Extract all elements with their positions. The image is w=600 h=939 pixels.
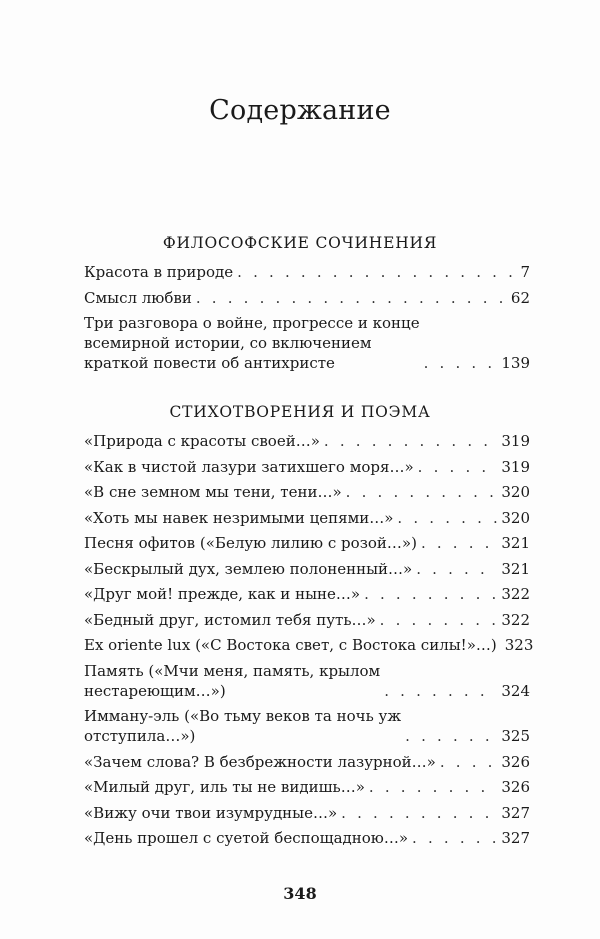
toc-entry-title [84, 752, 436, 772]
toc-entry-line: Три разговора о войне, прогрессе и конце [84, 314, 420, 332]
toc-entry-line: «Бескрылый дух, землею полоненный…» [84, 559, 413, 578]
toc-entry [84, 262, 530, 282]
dot-leader [412, 828, 497, 848]
toc-entry-title [84, 482, 342, 502]
toc-entry-page: 321 [501, 534, 530, 552]
dot-leader [237, 262, 516, 282]
page-number: 348 [283, 884, 317, 903]
toc-entry-page: 320 [501, 483, 530, 501]
toc-entry-line: нестареющим…») [84, 681, 226, 700]
toc-entry-line: «Хоть мы навек незримыми цепями…» [84, 508, 394, 527]
toc-entry [84, 706, 530, 746]
page-title: Содержание [209, 95, 391, 126]
toc-entry-title [84, 584, 360, 604]
dot-leader [369, 777, 497, 797]
dot-leader [341, 803, 497, 823]
toc-entry-page: 327 [501, 829, 530, 847]
dot-leader [380, 610, 498, 630]
toc-entry-title [84, 635, 497, 655]
dot-leader [405, 726, 497, 746]
dot-leader [416, 559, 497, 579]
toc-entry-page: 139 [501, 354, 530, 372]
dot-leader [421, 533, 497, 553]
toc-entry-line: краткой повести об антихристе [84, 354, 335, 372]
toc-entry [84, 661, 530, 701]
toc-entry-line: Песня офитов («Белую лилию с розой…») [84, 534, 417, 552]
toc-entry-page: 325 [501, 727, 530, 745]
toc-entry-title [84, 288, 192, 308]
toc-entry-title [84, 803, 337, 823]
toc-entry [84, 584, 530, 604]
toc-entry [84, 431, 530, 451]
toc-entry-page: 324 [501, 681, 530, 700]
dot-leader [397, 508, 497, 528]
toc-entry-page: 327 [501, 803, 530, 822]
toc-entry-page: 319 [501, 457, 530, 476]
toc-entry-page: 62 [510, 288, 530, 307]
toc-list-poems [84, 431, 534, 854]
dot-leader [364, 584, 497, 604]
dot-leader [346, 482, 498, 502]
dot-leader [196, 288, 507, 308]
toc-entry-title [84, 457, 414, 477]
section-heading-poems: СТИХОТВОРЕНИЯ И ПОЭМА [169, 403, 431, 421]
toc-entry-line: «Зачем слова? В безбрежности лазурной…» [84, 752, 436, 771]
toc-entry-line: Ex oriente lux («С Востока свет, с Востока силы!»…) [84, 636, 497, 654]
toc-entry-title [84, 610, 376, 630]
toc-entry-line: «Природа с красоты своей…» [84, 432, 320, 450]
toc-entry [84, 777, 530, 797]
dot-leader [418, 457, 498, 477]
toc-entry-line: Смысл любви [84, 288, 192, 307]
toc-entry-title [84, 262, 233, 282]
toc-entry [84, 313, 530, 373]
toc-entry-page: 322 [501, 610, 530, 629]
toc-entry-title [84, 313, 420, 373]
dot-leader [440, 752, 498, 772]
toc-entry-page: 320 [501, 508, 530, 527]
toc-entry-line: Имману-эль («Во тьму веков та ночь уж [84, 707, 402, 725]
toc-entry [84, 610, 530, 630]
toc-entry-title [84, 508, 393, 528]
section-heading-philosophy: ФИЛОСОФСКИЕ СОЧИНЕНИЯ [162, 234, 438, 252]
toc-entry [84, 635, 534, 655]
toc-entry-line: Память («Мчи меня, память, крылом [84, 661, 381, 680]
dot-leader [424, 353, 498, 373]
toc-entry [84, 828, 530, 848]
toc-entry [84, 482, 530, 502]
dot-leader [324, 431, 497, 451]
toc-entry-line: «В сне земном мы тени, тени…» [84, 483, 342, 501]
dot-leader [384, 681, 497, 701]
toc-entry-line: «Бедный друг, истомил тебя путь…» [84, 610, 376, 629]
toc-entry-line: «Как в чистой лазури затихшего моря…» [84, 457, 414, 476]
toc-entry-title [84, 559, 412, 579]
toc-list-philosophy [84, 262, 530, 379]
toc-entry [84, 559, 530, 579]
toc-entry [84, 533, 530, 553]
toc-entry-page: 321 [501, 559, 530, 578]
toc-entry-title [84, 777, 365, 797]
toc-entry-line: «День прошел с суетой беспощадною…» [84, 829, 409, 847]
toc-entry-line: «Милый друг, иль ты не видишь…» [84, 778, 365, 796]
toc-entry-title [84, 828, 408, 848]
toc-entry-page: 319 [501, 432, 530, 450]
toc-entry [84, 803, 530, 823]
toc-entry [84, 457, 530, 477]
toc-entry [84, 288, 530, 308]
toc-entry-line: «Друг мой! прежде, как и ныне…» [84, 585, 361, 603]
toc-entry [84, 752, 530, 772]
toc-entry-line: Красота в природе [84, 263, 234, 281]
toc-entry-title [84, 533, 417, 553]
toc-entry-page: 322 [501, 585, 530, 603]
toc-entry-title [84, 661, 380, 701]
toc-entry-page: 326 [501, 752, 530, 771]
toc-entry-page: 323 [504, 636, 534, 654]
toc-entry-line: всемирной истории, со включением [84, 334, 372, 352]
toc-entry-title [84, 431, 320, 451]
toc-entry-page: 7 [520, 263, 530, 281]
toc-entry [84, 508, 530, 528]
toc-entry-line: отступила…») [84, 727, 196, 745]
toc-entry-title [84, 706, 401, 746]
toc-entry-line: «Вижу очи твои изумрудные…» [84, 803, 338, 822]
toc-entry-page: 326 [501, 778, 530, 796]
